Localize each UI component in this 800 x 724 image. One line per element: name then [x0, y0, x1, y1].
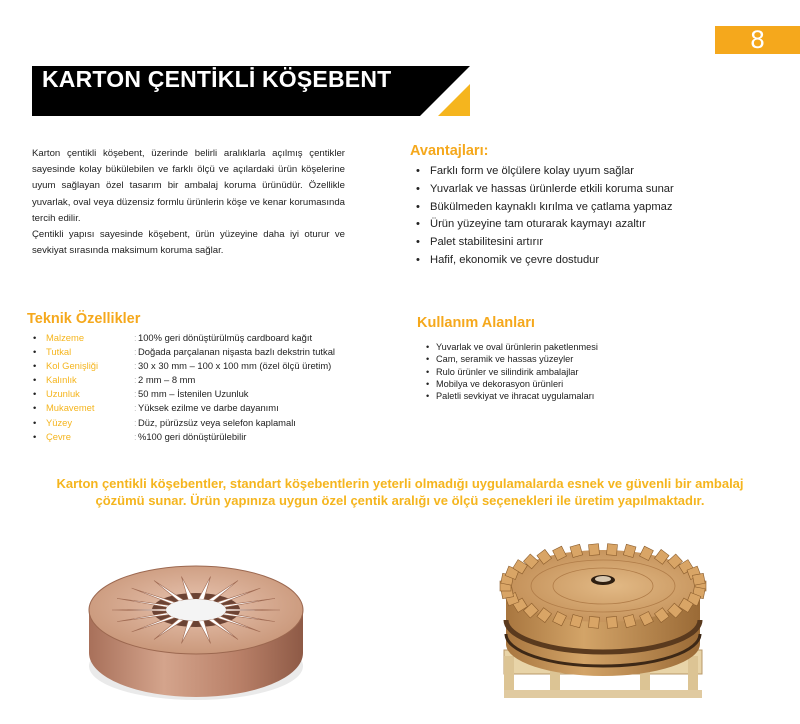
usage-item: • Rulo ürünler ve silindirik ambalajlar [426, 366, 598, 378]
advantage-item: • Farklı form ve ölçülere kolay uyum sağlar [412, 163, 674, 181]
notched-ring-image [85, 548, 307, 704]
bullet-icon: • [33, 430, 37, 442]
spec-row [33, 331, 335, 345]
spec-key: Kol Genişliği [46, 360, 99, 372]
technical-specs-table [33, 331, 335, 444]
spec-separator: : [134, 332, 137, 343]
advantage-item: • Bükülmeden kaynaklı kırılma ve çatlama yapmaz [412, 199, 674, 217]
spec-key: Çevre [46, 430, 72, 442]
pallet-roll-image [490, 522, 716, 700]
usage-item: • Yuvarlak ve oval ürünlerin paketlenmesi [426, 341, 598, 353]
bullet-icon: • [33, 388, 37, 400]
spec-key: Tutkal [46, 346, 72, 358]
title-banner [32, 66, 470, 116]
spec-value: 100% geri dönüştürülmüş cardboard kağıt [138, 332, 313, 343]
spec-value: Yüksek ezilme ve darbe dayanımı [138, 402, 279, 414]
spec-row [33, 430, 335, 444]
spec-value: 30 x 30 mm – 100 x 100 mm (özel ölçü üretim) [138, 360, 332, 372]
edge-protector-tab [589, 616, 600, 628]
spec-row [33, 373, 335, 387]
usage-heading: Kullanım Alanları [417, 315, 535, 331]
edge-protector-tab [693, 573, 706, 585]
bullet-icon: • [33, 360, 37, 372]
spec-separator: : [134, 430, 137, 442]
spec-separator: : [134, 416, 137, 428]
spec-separator: : [134, 346, 137, 358]
usage-item: • Mobilya ve dekorasyon ürünleri [426, 378, 598, 390]
spec-key: Mukavemet [46, 402, 95, 414]
spec-value: Düz, pürüzsüz veya selefon kaplamalı [138, 416, 296, 428]
spec-separator: : [134, 360, 137, 372]
edge-protector-tab [607, 544, 618, 556]
spec-key: Yüzey [46, 416, 73, 428]
spec-key: Kalınlık [46, 374, 77, 386]
advantages-list [412, 163, 674, 270]
advantages-heading: Avantajları: [410, 143, 489, 159]
spec-key: Uzunluk [46, 388, 80, 400]
advantage-item: • Palet stabilitesini artırır [412, 234, 674, 252]
page-title: KARTON ÇENTİKLİ KÖŞEBENT [42, 66, 392, 92]
bullet-icon: • [33, 346, 37, 358]
bullet-icon: • [33, 332, 37, 343]
usage-list [426, 341, 598, 402]
spec-key: Malzeme [46, 332, 85, 343]
advantage-item: • Hafif, ekonomik ve çevre dostudur [412, 252, 674, 270]
spec-row [33, 345, 335, 359]
usage-item: • Paletli sevkiyat ve ihracat uygulamaları [426, 390, 598, 402]
edge-protector-tab [607, 616, 618, 628]
technical-heading: Teknik Özellikler [27, 311, 141, 327]
spec-separator: : [134, 402, 137, 414]
bullet-icon: • [33, 402, 37, 414]
spec-row [33, 401, 335, 415]
edge-protector-tab [589, 544, 600, 556]
spec-separator: : [134, 374, 137, 386]
spec-value: 50 mm – İstenilen Uzunluk [138, 388, 249, 400]
description-paragraph: Karton çentikli köşebent, üzerinde belirli aralıklarla açılmış çentikler sayesinde kolay bükülebilen ve farklı ölçü ve açılardaki ürün köşelerine uyum sağlayan özel tasarım bir ambalaj koruma ürünüdür. Özellikle yuvarlak, oval veya düzensiz formlu ürünlerin köşe ve kenar korumasında tercih edilir. [32, 148, 345, 224]
description-paragraph: Çentikli yapısı sayesinde köşebent, ürün yüzeyine daha iyi oturur ve sevkiyat sırasında maksimum koruma sağlar. [32, 229, 345, 257]
bullet-icon: • [33, 374, 37, 386]
bullet-icon: • [33, 416, 37, 428]
page-number: 8 [715, 26, 800, 54]
spec-row [33, 416, 335, 430]
advantage-item: • Ürün yüzeyine tam oturarak kaymayı azaltır [412, 216, 674, 234]
spec-value: Doğada parçalanan nişasta bazlı dekstrin tutkal [138, 346, 335, 358]
summary-text: Karton çentikli köşebentler, standart köşebentlerin yeterli olmadığı uygulamalarda esnek ve güvenli bir ambalaj çözümü sunar. Ürün yapınıza uygun özel çentik aralığı ve ölçü seçenekleri ile üretim yapılmaktadır. [56, 476, 744, 508]
usage-item: • Cam, seramik ve hassas yüzeyler [426, 353, 598, 365]
spec-value: %100 geri dönüştürülebilir [138, 430, 247, 442]
product-description [32, 146, 345, 259]
spec-value: 2 mm – 8 mm [138, 374, 196, 386]
spec-separator: : [134, 388, 137, 400]
spec-row [33, 359, 335, 373]
advantage-item: • Yuvarlak ve hassas ürünlerde etkili koruma sunar [412, 181, 674, 199]
spec-row [33, 387, 335, 401]
